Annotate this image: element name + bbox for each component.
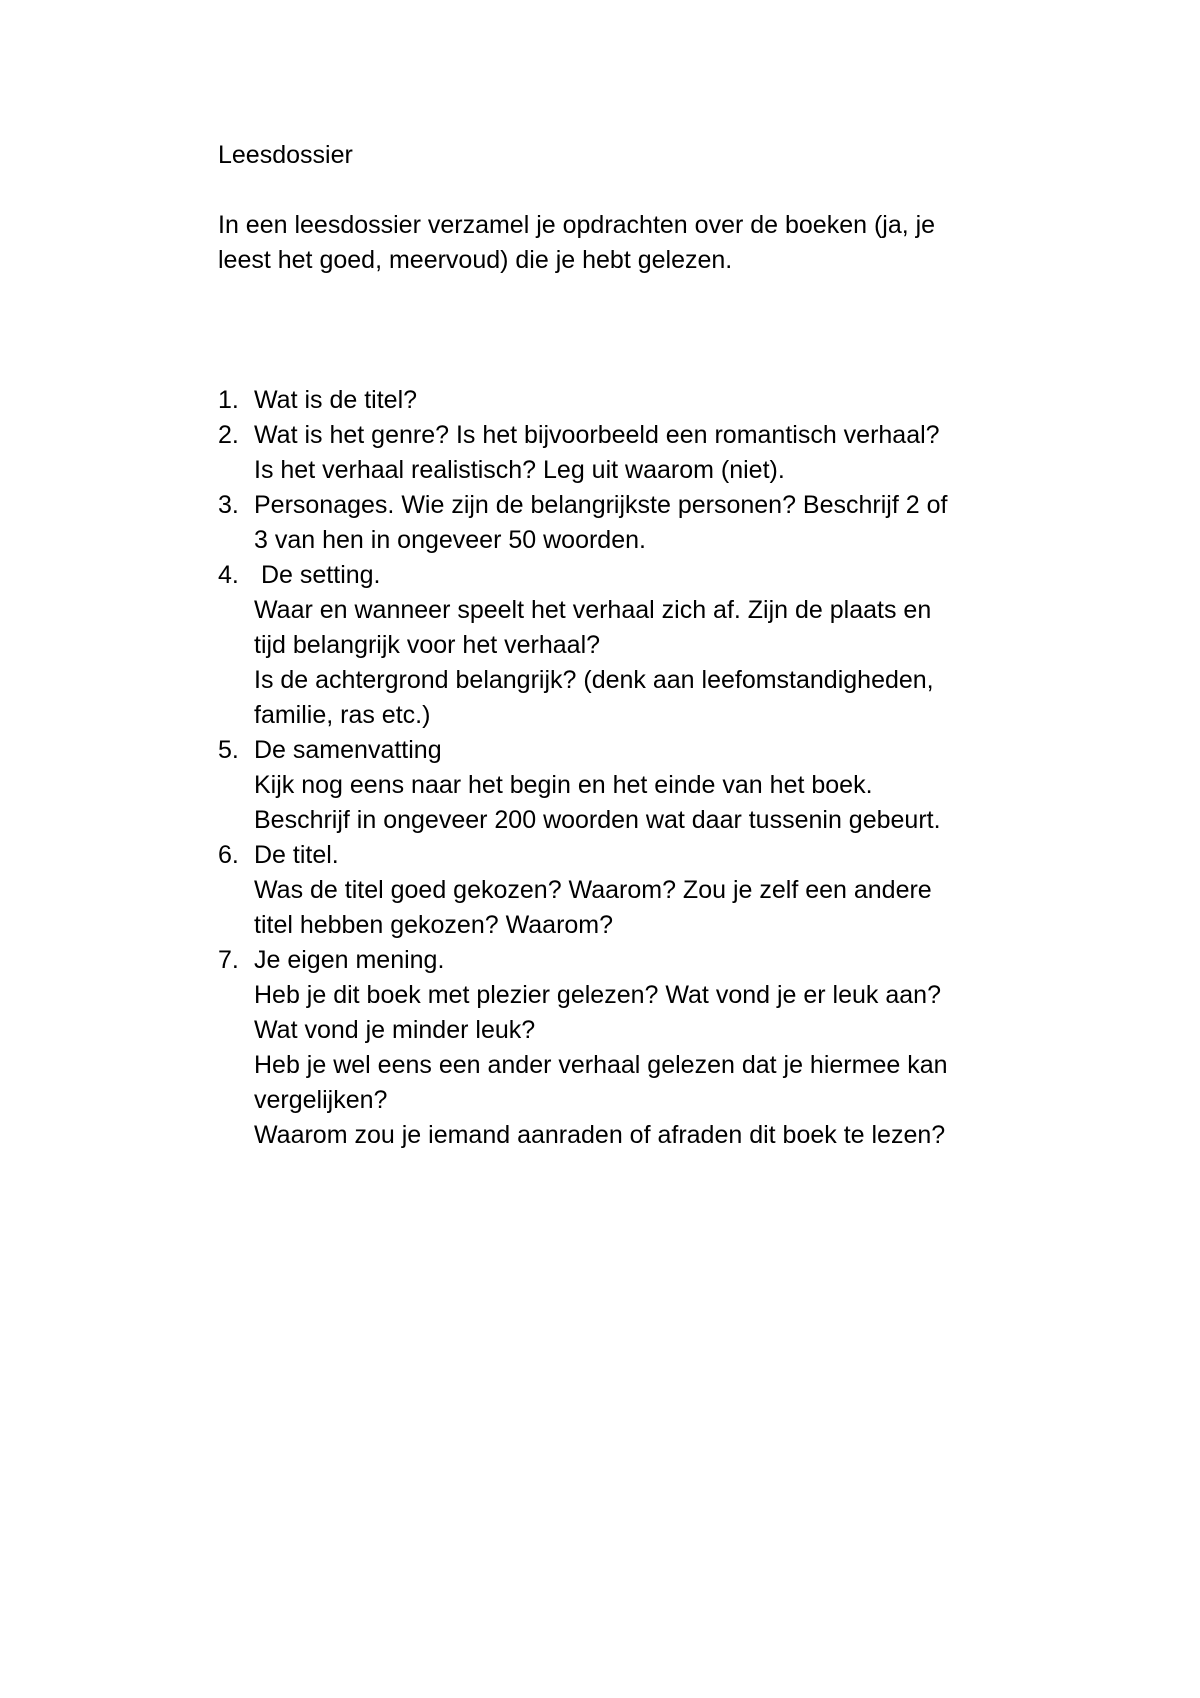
document-title: Leesdossier [218,141,353,169]
item-line: Heb je dit boek met plezier gelezen? Wat vond je er leuk aan? [254,981,941,1009]
item-heading: De titel. [254,841,339,869]
item-heading: De samenvatting [254,736,442,764]
item-line: Wat vond je minder leuk? [254,1016,536,1044]
item-number: 7. [218,946,239,974]
intro-line: leest het goed, meervoud) die je hebt gelezen. [218,246,733,274]
list-item [218,838,1098,943]
item-number: 3. [218,491,239,519]
item-number: 4. [218,561,239,589]
item-line: familie, ras etc.) [254,701,431,729]
item-line: tijd belangrijk voor het verhaal? [254,631,601,659]
item-heading: Je eigen mening. [254,946,445,974]
item-line: Waarom zou je iemand aanraden of afraden dit boek te lezen? [254,1121,946,1149]
list-item [218,733,1098,838]
item-line: Heb je wel eens een ander verhaal gelezen dat je hiermee kan [254,1051,948,1079]
item-number: 6. [218,841,239,869]
intro-line: In een leesdossier verzamel je opdrachten over de boeken (ja, je [218,211,936,239]
item-line: 3 van hen in ongeveer 50 woorden. [254,526,646,554]
list-item [218,418,1098,488]
item-line: Was de titel goed gekozen? Waarom? Zou je zelf een andere [254,876,932,904]
item-line: Kijk nog eens naar het begin en het einde van het boek. [254,771,873,799]
item-number: 5. [218,736,239,764]
item-line: vergelijken? [254,1086,388,1114]
question-list [218,383,1098,1153]
list-item [218,383,1098,418]
list-item [218,488,1098,558]
item-number: 2. [218,421,239,449]
intro-paragraph [218,208,1098,278]
item-line: Is de achtergrond belangrijk? (denk aan leefomstandigheden, [254,666,934,694]
list-item [218,943,1098,1153]
item-line: Personages. Wie zijn de belangrijkste personen? Beschrijf 2 of [254,491,948,519]
item-line: Beschrijf in ongeveer 200 woorden wat daar tussenin gebeurt. [254,806,941,834]
list-item [218,558,1098,733]
item-line: titel hebben gekozen? Waarom? [254,911,614,939]
item-line: Is het verhaal realistisch? Leg uit waarom (niet). [254,456,785,484]
item-line: Waar en wanneer speelt het verhaal zich af. Zijn de plaats en [254,596,932,624]
item-line: Wat is de titel? [254,386,418,414]
item-line: Wat is het genre? Is het bijvoorbeeld een romantisch verhaal? [254,421,940,449]
document-page [218,138,1098,1153]
item-heading: De setting. [261,561,381,589]
item-number: 1. [218,386,239,414]
